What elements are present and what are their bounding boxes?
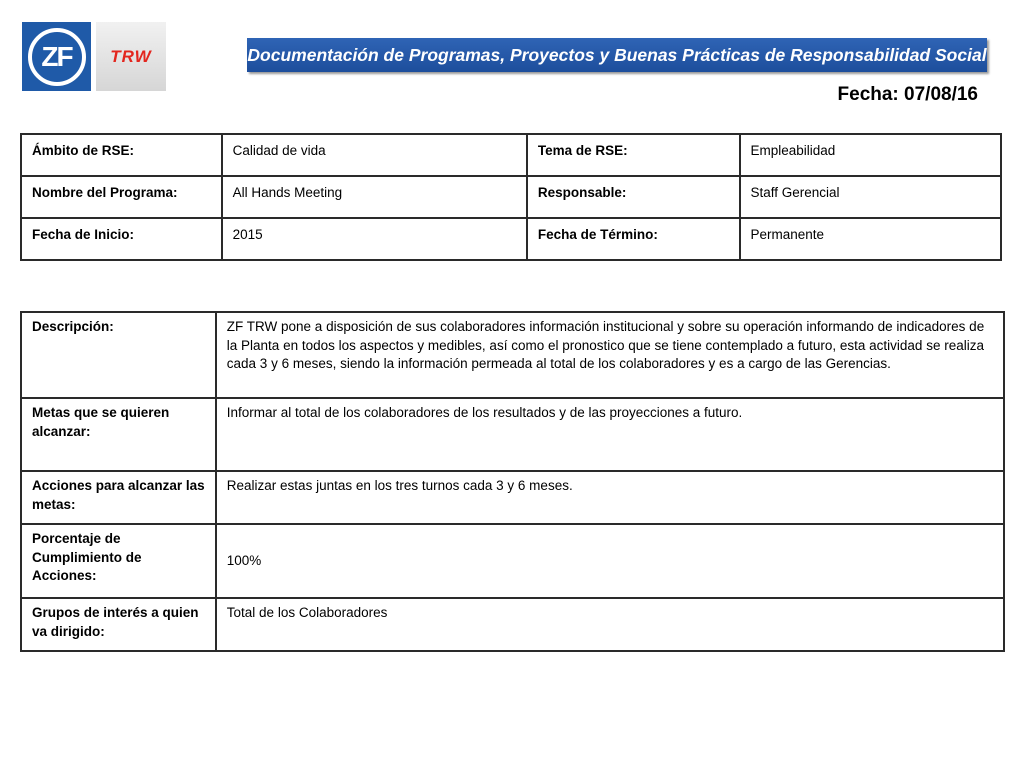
acciones-value: Realizar estas juntas en los tres turnos cada 3 y 6 meses.: [216, 471, 1004, 524]
tema-label: Tema de RSE:: [527, 134, 740, 176]
grupos-value: Total de los Colaboradores: [216, 598, 1004, 651]
metas-label: Metas que se quieren alcanzar:: [21, 398, 216, 471]
program-details-table: [20, 311, 1005, 652]
nombre-value: All Hands Meeting: [222, 176, 527, 218]
trw-logo-text: TRW: [110, 46, 152, 66]
table-row: [21, 176, 1001, 218]
program-info-table: [20, 133, 1002, 261]
acciones-label: Acciones para alcanzar las metas:: [21, 471, 216, 524]
descripcion-value: ZF TRW pone a disposición de sus colaboradores información institucional y sobre su operación informando de indicadores de la Planta en todos los aspectos y medibles, así como el pronostico que se tiene contemplado a futuro, esta actividad se realiza cada 3 y 6 meses, siendo la información permeada al total de los colaboradores y es a cargo de las Gerencias.: [216, 312, 1004, 398]
descripcion-label: Descripción:: [21, 312, 216, 398]
trw-logo: [96, 22, 166, 91]
table-row: [21, 398, 1004, 471]
table-row: [21, 471, 1004, 524]
table-row: [21, 524, 1004, 598]
ambito-label: Ámbito de RSE:: [21, 134, 222, 176]
table-row: [21, 218, 1001, 260]
inicio-value: 2015: [222, 218, 527, 260]
responsable-value: Staff Gerencial: [740, 176, 1002, 218]
table-row: [21, 312, 1004, 398]
porcentaje-value: 100%: [216, 524, 1004, 598]
ambito-value: Calidad de vida: [222, 134, 527, 176]
metas-value: Informar al total de los colaboradores de los resultados y de las proyecciones a futuro.: [216, 398, 1004, 471]
responsable-label: Responsable:: [527, 176, 740, 218]
porcentaje-label: Porcentaje de Cumplimiento de Acciones:: [21, 524, 216, 598]
page-title: Documentación de Programas, Proyectos y Buenas Prácticas de Responsabilidad Social: [247, 38, 987, 72]
nombre-label: Nombre del Programa:: [21, 176, 222, 218]
table-row: [21, 134, 1001, 176]
zf-logo: [22, 22, 91, 91]
tema-value: Empleabilidad: [740, 134, 1002, 176]
termino-value: Permanente: [740, 218, 1002, 260]
zf-logo-text: ZF: [28, 28, 86, 86]
termino-label: Fecha de Término:: [527, 218, 740, 260]
document-date: Fecha: 07/08/16: [837, 84, 978, 105]
inicio-label: Fecha de Inicio:: [21, 218, 222, 260]
table-row: [21, 598, 1004, 651]
grupos-label: Grupos de interés a quien va dirigido:: [21, 598, 216, 651]
